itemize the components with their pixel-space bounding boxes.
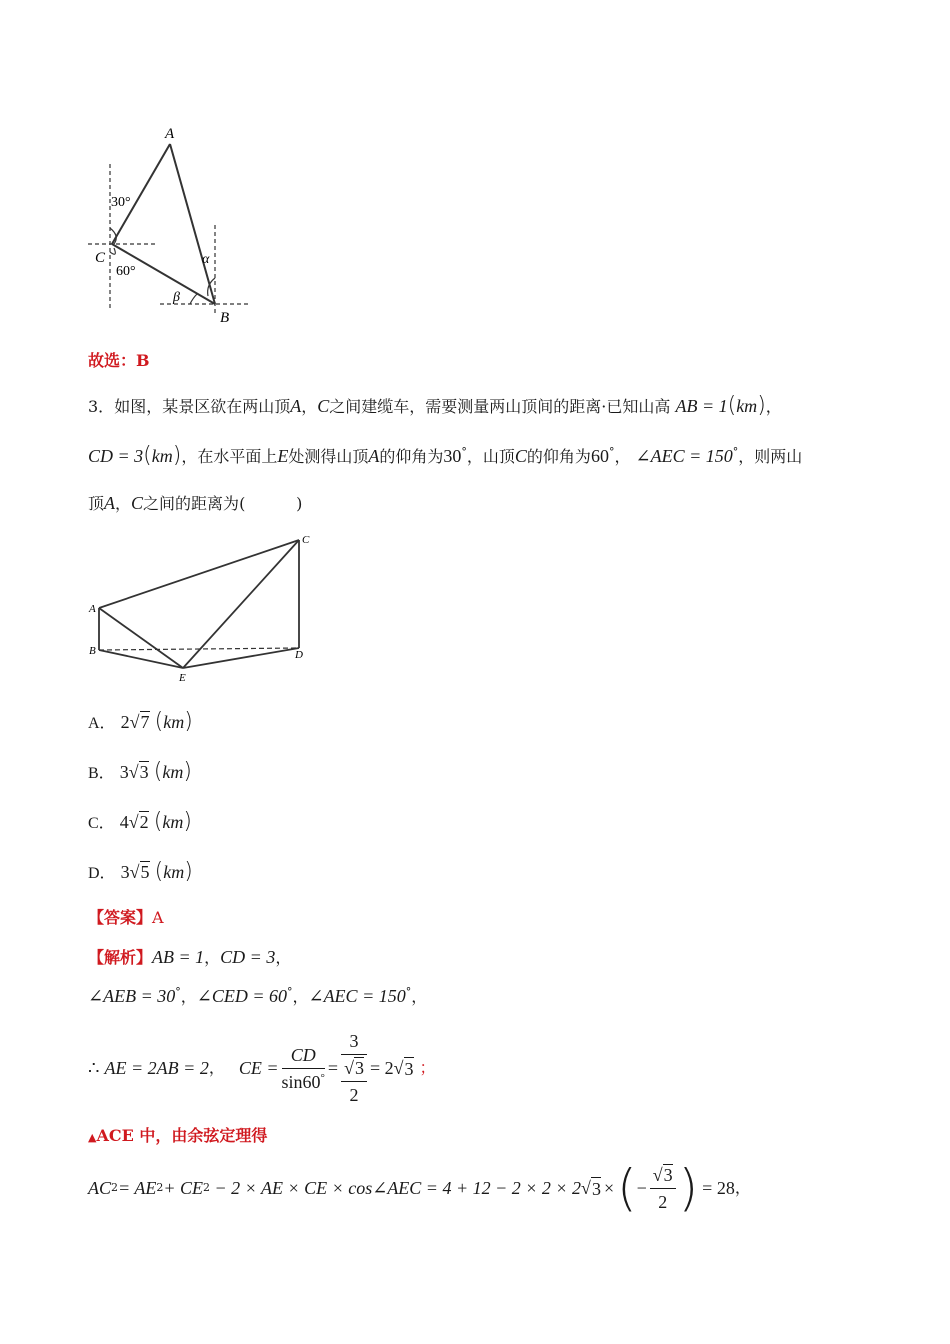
figure-mountains	[85, 530, 320, 690]
label-b: B	[89, 645, 96, 657]
label-b: B	[220, 310, 230, 326]
label-d: D	[295, 649, 303, 661]
cosine-law-intro: ▲ACE 中，由余弦定理得	[88, 1126, 268, 1145]
analysis-line-3: ∴ AE = 2AB = 2 ， CE = $\frac{CD}{\sin 60^\circ}$ = $\frac{3}{\frac{√3}{2}}$ = 2 √ 3 ；	[88, 1031, 436, 1105]
problem-line-3: 顶A，C之间的距离为( )	[88, 493, 303, 513]
cosine-law-equation: AC 2 = AE 2 + CE 2 − 2 × AE × CE × cos∠AEC = 4 + 12 − 2 × 2 × 2 √ 3 × ( − $\frac{√3}{2}$ ) = 28 ，	[88, 1159, 751, 1217]
option-c[interactable]: C． 4√2 (km)	[88, 809, 192, 834]
problem-line-2: CD = 3(km)，在水平面上E处测得山顶A的仰角为30°，山顶C的仰角为60°， ∠AEC = 150°，则两山	[88, 443, 803, 468]
analysis-line-1: 【解析】AB = 1，CD = 3，	[88, 947, 292, 967]
label-alpha: α	[202, 252, 210, 267]
angle-arc-beta	[190, 294, 197, 304]
previous-answer: 故选：B	[88, 351, 150, 370]
fraction-cd-over-sin60: $\frac{CD}{\sin 60^\circ}$	[281, 1044, 325, 1092]
label-a: A	[165, 126, 175, 142]
label-c: C	[95, 250, 106, 266]
triangle-icon: ▲	[88, 1131, 97, 1144]
answer-blank: ( )	[239, 494, 303, 513]
label-e: E	[179, 672, 186, 684]
cd-equation: CD = 3	[88, 446, 144, 466]
answer-line	[88, 907, 164, 929]
label-c: C	[302, 534, 310, 546]
fraction-root3-over-2: $\frac{√3}{2}$	[650, 1164, 676, 1213]
label-30: 30°	[111, 195, 131, 210]
option-b[interactable]: B． 3√3 (km)	[88, 759, 192, 784]
ab-equation: AB = 1	[675, 396, 728, 416]
label-a: A	[89, 603, 96, 615]
label-beta: β	[173, 290, 180, 305]
segment-ac	[112, 144, 170, 244]
answer-value: A	[152, 908, 164, 927]
angle-arc-60	[110, 248, 115, 254]
analysis-tag: 【解析】	[88, 948, 153, 967]
option-d[interactable]: D． 3√5 (km)	[88, 859, 193, 884]
problem-number: 3．	[88, 397, 115, 416]
label-60: 60°	[116, 264, 136, 279]
figure-triangle-abc	[80, 120, 270, 330]
segment-ed	[183, 648, 299, 668]
fraction-3-over-root3-half: $\frac{3}{\frac{√3}{2}}$	[341, 1030, 367, 1106]
answer-tag: 【答案】	[88, 908, 153, 927]
segment-ab	[170, 144, 215, 304]
angle-aec: ∠AEC = 150	[635, 446, 733, 466]
problem-line-1: 3．如图，某景区欲在两山顶A，C之间建缆车，需要测量两山顶间的距离·已知山高 AB = 1(km)，	[88, 393, 782, 418]
analysis-line-2: ∠AEB = 30°，∠CED = 60°，∠AEC = 150°，	[88, 985, 428, 1006]
option-a[interactable]: A． 2√7 (km)	[88, 709, 193, 734]
